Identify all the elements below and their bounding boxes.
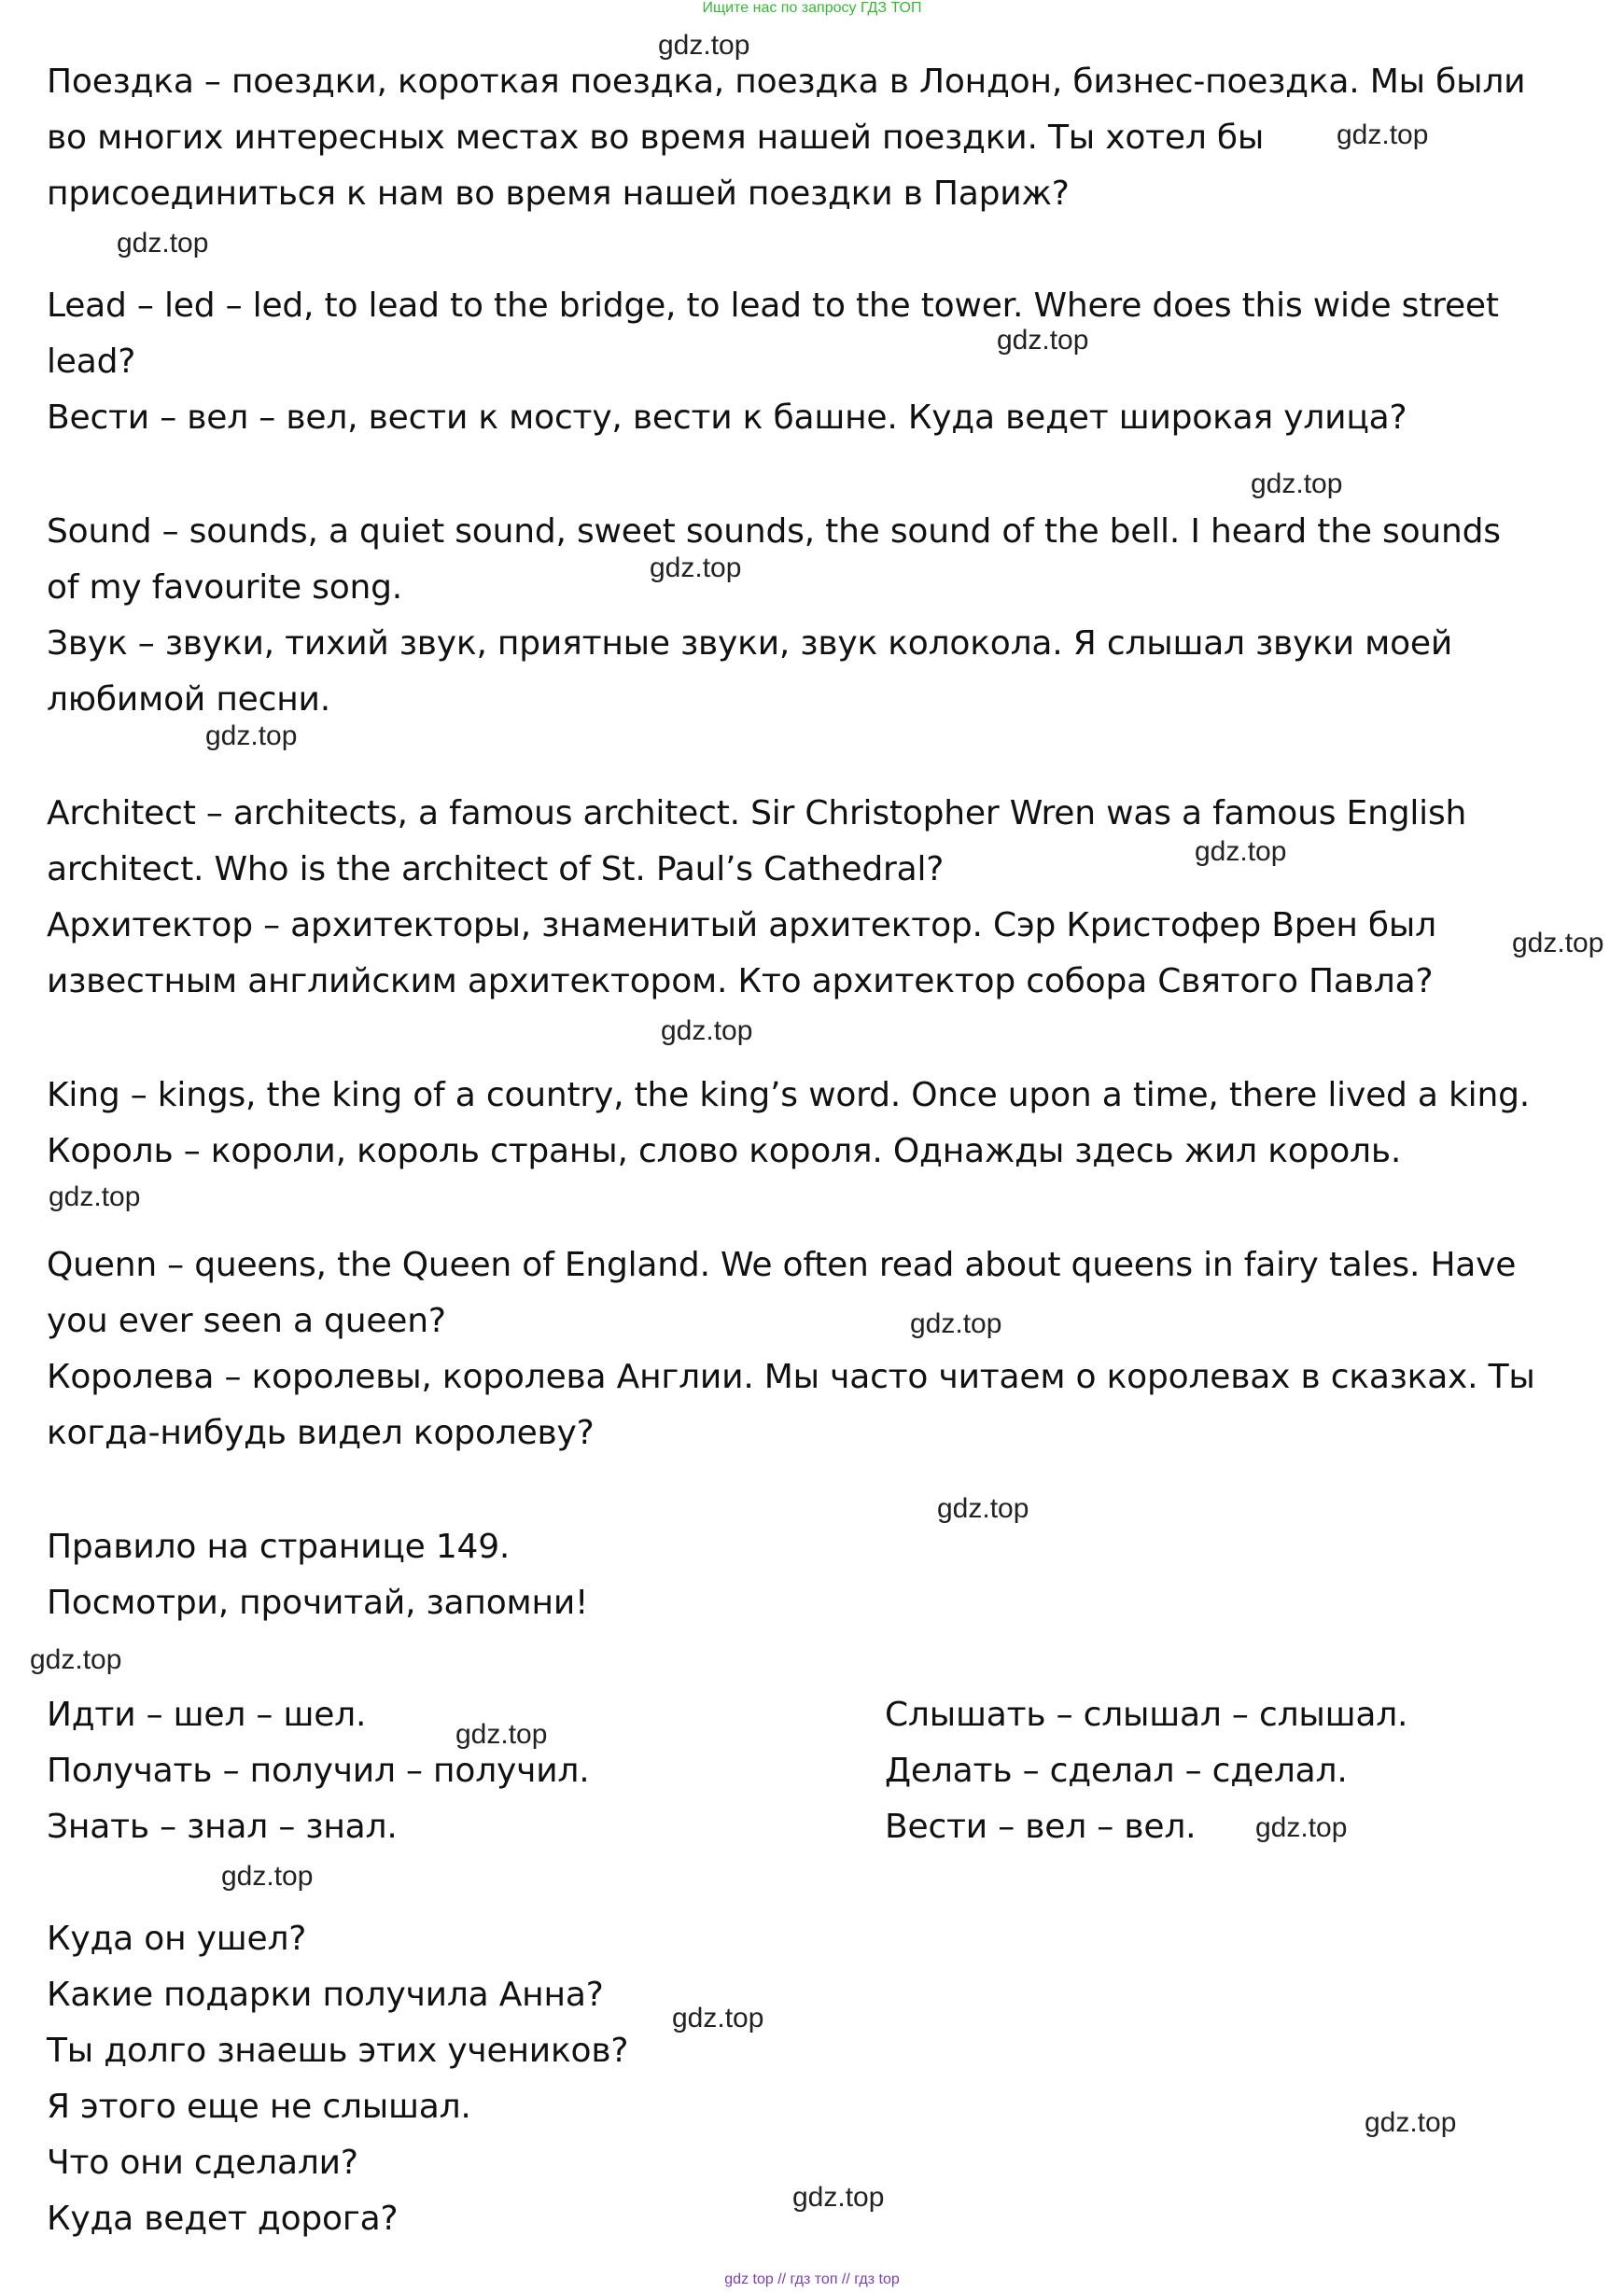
text-line: Quenn – queens, the Queen of England. We often read about queens in fairy tales. Have [47, 1246, 1517, 1284]
text-line: Архитектор – архитекторы, знаменитый архитектор. Сэр Кристофер Врен был [47, 906, 1436, 944]
question-line: Что они сделали? [47, 2144, 358, 2182]
text-line: Посмотри, прочитай, запомни! [47, 1584, 589, 1622]
text-line: King – kings, the king of a country, the king’s word. Once upon a time, there lived a king. [47, 1076, 1530, 1114]
watermark: gdz.top [49, 1181, 141, 1212]
question-line: Куда он ушел? [47, 1920, 307, 1958]
watermark: gdz.top [650, 552, 742, 583]
text-line: Король – короли, король страны, слово короля. Однажды здесь жил король. [47, 1132, 1402, 1170]
text-line: Lead – led – led, to lead to the bridge, to lead to the tower. Where does this wide street [47, 286, 1499, 325]
watermark: gdz.top [1512, 928, 1604, 958]
text-line: Правило на странице 149. [47, 1528, 511, 1566]
watermark: gdz.top [937, 1493, 1029, 1524]
watermark: gdz.top [30, 1644, 122, 1675]
text-line: когда-нибудь видел королеву? [47, 1414, 595, 1452]
watermark: gdz.top [661, 1015, 753, 1046]
watermark: gdz.top [455, 1719, 548, 1750]
verb-forms-left: Идти – шел – шел. [47, 1696, 367, 1734]
text-line: Поездка – поездки, короткая поездка, поездка в Лондон, бизнес-поездка. Мы были [47, 63, 1526, 101]
watermark: gdz.top [910, 1308, 1002, 1339]
text-line: architect. Who is the architect of St. Paul’s Cathedral? [47, 850, 945, 888]
text-line: you ever seen a queen? [47, 1302, 446, 1340]
question-line: Какие подарки получила Анна? [47, 1976, 604, 2014]
text-line: Architect – architects, a famous architect. Sir Christopher Wren was a famous English [47, 794, 1467, 832]
text-line: известным английским архитектором. Кто архитектор собора Святого Павла? [47, 962, 1434, 1000]
watermark: gdz.top [221, 1861, 314, 1892]
text-line: Звук – звуки, тихий звук, приятные звуки, звук колокола. Я слышал звуки моей [47, 624, 1453, 663]
verb-forms-left: Получать – получил – получил. [47, 1752, 590, 1790]
watermark: gdz.top [117, 228, 209, 259]
watermark: gdz.top [672, 2003, 764, 2033]
watermark: gdz.top [205, 720, 298, 751]
question-line: Я этого еще не слышал. [47, 2088, 471, 2126]
verb-forms-right: Делать – сделал – сделал. [885, 1752, 1348, 1790]
watermark: gdz.top [1251, 468, 1343, 499]
text-line: Вести – вел – вел, вести к мосту, вести к башне. Куда ведет широкая улица? [47, 398, 1407, 437]
question-line: Куда ведет дорога? [47, 2200, 399, 2238]
text-line: присоединиться к нам во время нашей поездки в Париж? [47, 175, 1070, 213]
verb-forms-right: Слышать – слышал – слышал. [885, 1696, 1408, 1734]
verb-forms-left: Знать – знал – знал. [47, 1808, 398, 1846]
watermark: gdz.top [1255, 1812, 1348, 1843]
verb-forms-right: Вести – вел – вел. [885, 1808, 1197, 1846]
text-line: of my favourite song. [47, 568, 403, 607]
text-line: lead? [47, 342, 136, 381]
watermark: gdz.top [997, 325, 1089, 356]
text-line: любимой песни. [47, 680, 330, 719]
text-line: Королева – королевы, королева Англии. Мы часто читаем о королевах в сказках. Ты [47, 1358, 1535, 1396]
top-banner: Ищите нас по запросу ГДЗ ТОП [702, 0, 922, 16]
question-line: Ты долго знаешь этих учеников? [47, 2032, 629, 2070]
watermark: gdz.top [1365, 2107, 1457, 2138]
text-line: во многих интересных местах во время нашей поездки. Ты хотел бы [47, 119, 1265, 157]
watermark: gdz.top [792, 2182, 885, 2213]
watermark: gdz.top [658, 30, 750, 61]
text-line: Sound – sounds, a quiet sound, sweet sounds, the sound of the bell. I heard the sounds [47, 512, 1501, 551]
watermark: gdz.top [1195, 836, 1287, 867]
footer-watermark: gdz top // гдз топ // гдз top [724, 2271, 900, 2287]
watermark: gdz.top [1337, 119, 1429, 150]
